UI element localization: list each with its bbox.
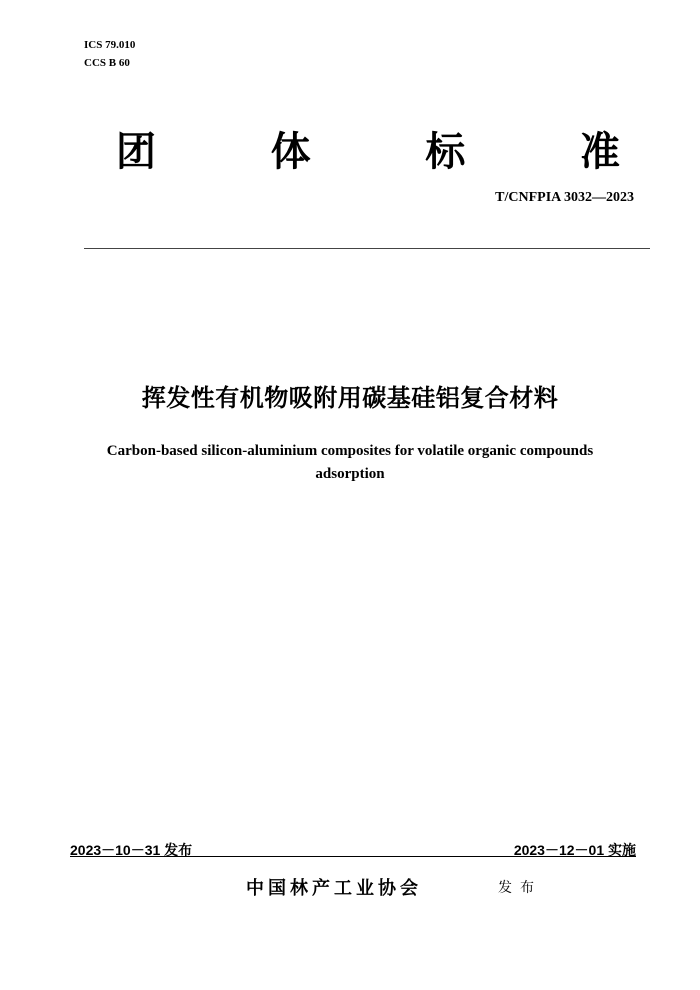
classification-codes (84, 36, 135, 72)
standard-number: T/CNFPIA 3032—2023 (495, 190, 634, 205)
title-english (60, 440, 640, 486)
ics-code: ICS 79.010 (84, 39, 136, 51)
title-english-line: Carbon-based silicon-aluminium composites for volatile organic compounds (106, 443, 594, 459)
standard-type-heading (108, 124, 628, 180)
implement-date: 2023－12－01 实施 (513, 842, 636, 858)
title-english-line: adsorption (315, 466, 385, 482)
title-chinese: 挥发性有机物吸附用碳基硅铝复合材料 (141, 384, 559, 412)
footer-divider (70, 856, 636, 857)
issue-label: 发布 (498, 880, 542, 896)
standard-type-char: 准 (579, 129, 620, 175)
standard-type-char: 标 (425, 129, 466, 175)
publish-date: 2023－10－31 发布 (70, 842, 193, 858)
issuing-organization: 中国林产工业协会 (246, 878, 422, 899)
standard-type-char: 团 (116, 129, 156, 175)
standard-type-char: 体 (270, 129, 311, 175)
ccs-code: CCS B 60 (84, 57, 130, 69)
header-divider (84, 248, 650, 249)
